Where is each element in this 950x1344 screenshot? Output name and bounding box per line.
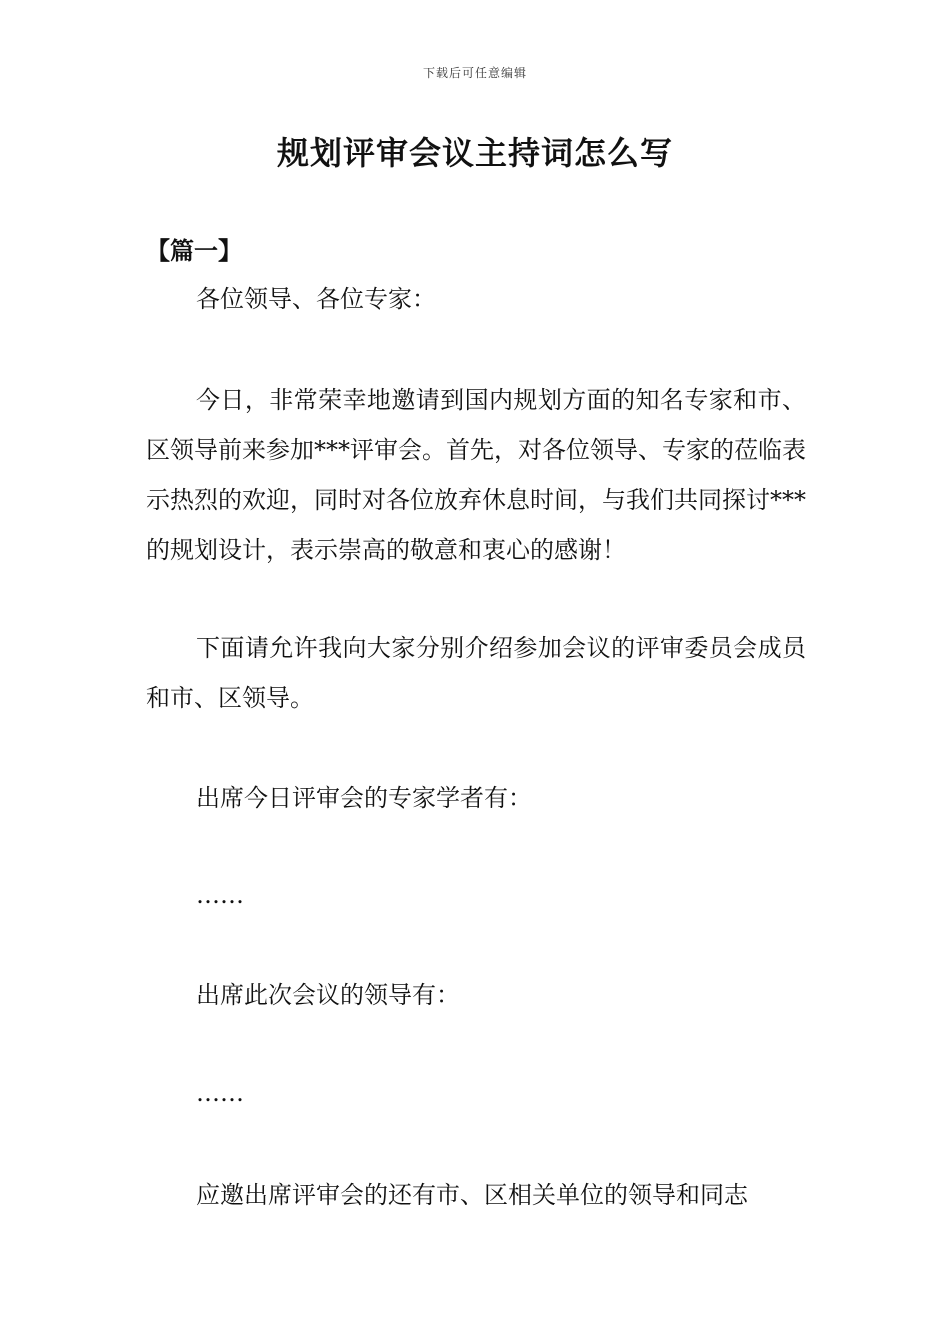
- paragraph-welcome: 今日，非常荣幸地邀请到国内规划方面的知名专家和市、区领导前来参加***评审会。首先，对各位领导、专家的莅临表示热烈的欢迎，同时对各位放弃休息时间，与我们共同探讨***的规划设计，表示崇高的敬意和衷心的感谢！: [146, 386, 806, 564]
- header-note: 下载后可任意编辑: [422, 66, 527, 80]
- paragraph-leaders-heading: 出席此次会议的领导有：: [196, 981, 460, 1009]
- section-label: 【篇一】: [146, 236, 242, 265]
- paragraph-introduction: 下面请允许我向大家分别介绍参加会议的评审委员会成员和市、区领导。: [146, 634, 806, 712]
- paragraph-leaders-list: ……: [196, 1079, 244, 1107]
- paragraph-experts-heading: 出席今日评审会的专家学者有：: [196, 784, 532, 812]
- document-title: 规划评审会议主持词怎么写: [276, 134, 673, 172]
- paragraph-greeting: 各位领导、各位专家：: [196, 285, 436, 313]
- paragraph-other-attendees: 应邀出席评审会的还有市、区相关单位的领导和同志: [196, 1181, 748, 1209]
- paragraph-experts-list: ……: [196, 881, 244, 909]
